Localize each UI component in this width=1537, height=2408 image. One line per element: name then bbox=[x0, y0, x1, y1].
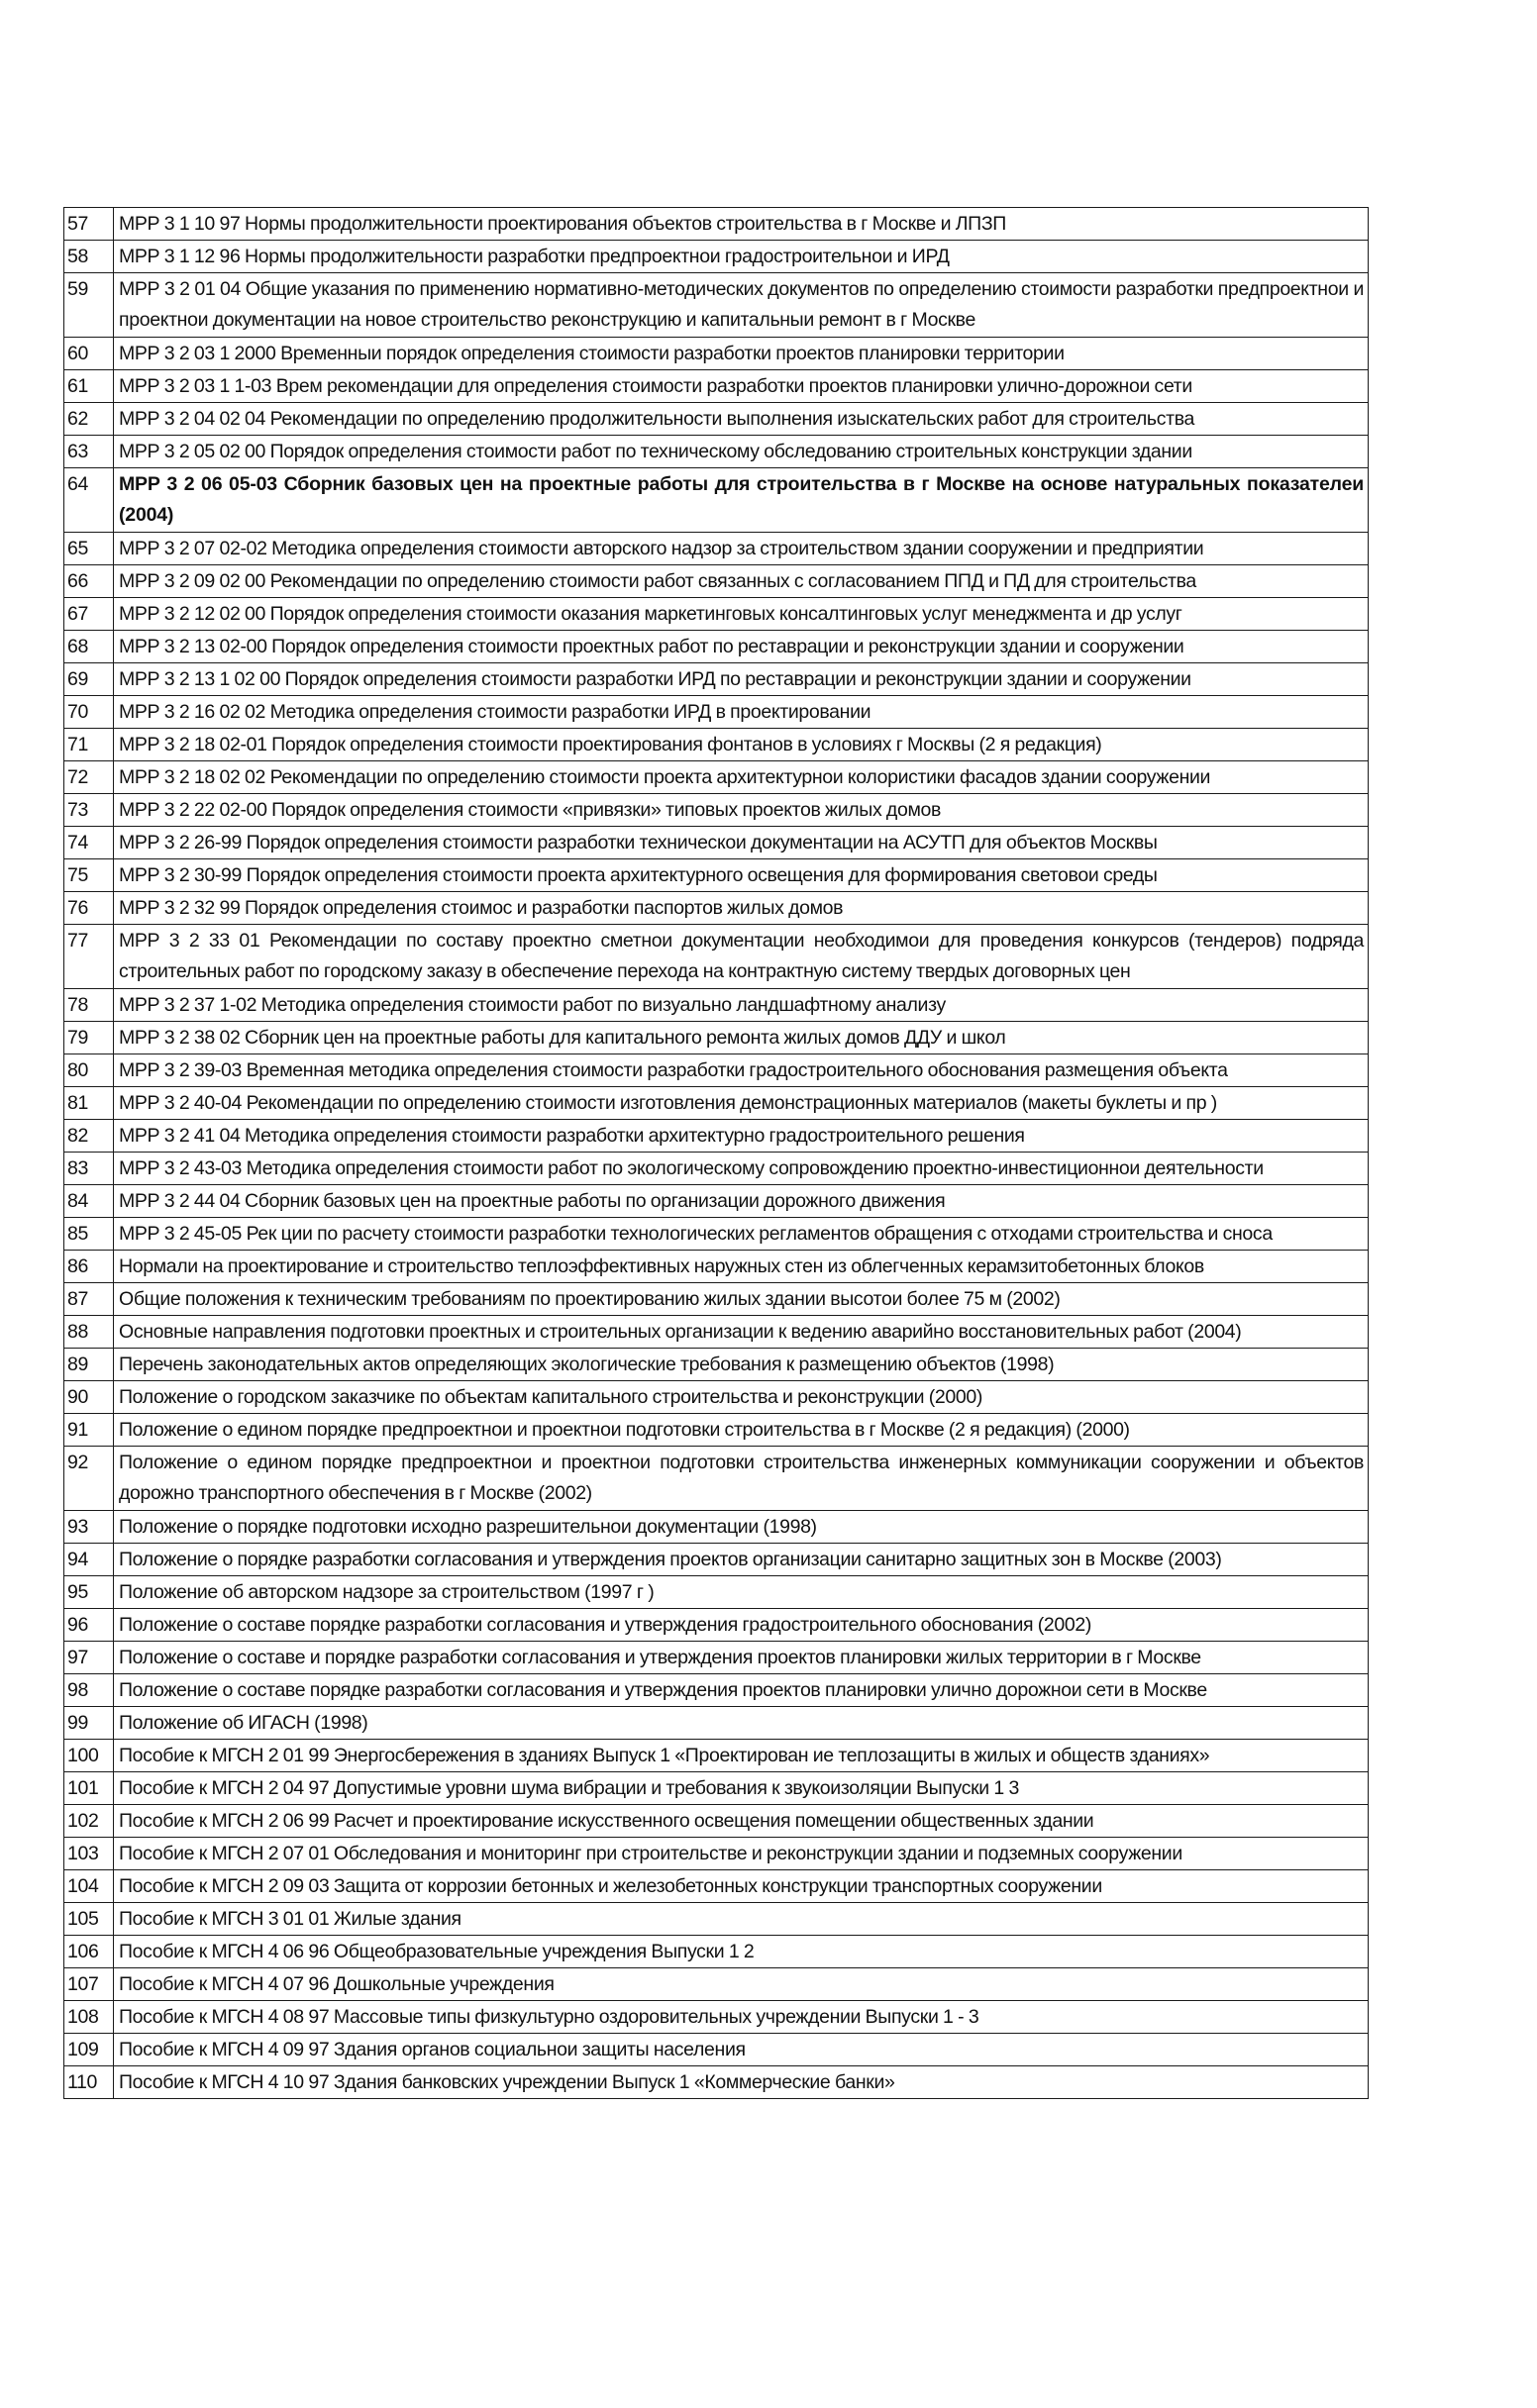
document-title: Пособие к МГСН 4 07 96 Дошкольные учреждения bbox=[114, 1968, 1369, 2001]
row-number: 77 bbox=[64, 925, 114, 989]
row-number: 81 bbox=[64, 1087, 114, 1120]
document-title: МРР 3 2 13 02-00 Порядок определения стоимости проектных работ по реставрации и реконструкции здании и сооружении bbox=[114, 631, 1369, 663]
document-title: Положение о едином порядке предпроектнои и проектнои подготовки строительства инженерных коммуникации сооружении и объектов дорожно транспортного обеспечения в г Москве (2002) bbox=[114, 1447, 1369, 1511]
row-number: 78 bbox=[64, 989, 114, 1022]
table-row bbox=[64, 1609, 1369, 1642]
row-number: 68 bbox=[64, 631, 114, 663]
table-row bbox=[64, 1054, 1369, 1087]
table-row bbox=[64, 1642, 1369, 1674]
row-number: 95 bbox=[64, 1576, 114, 1609]
row-number: 63 bbox=[64, 436, 114, 468]
row-number: 65 bbox=[64, 533, 114, 565]
row-number: 82 bbox=[64, 1120, 114, 1153]
document-title: МРР 3 2 16 02 02 Методика определения стоимости разработки ИРД в проектировании bbox=[114, 696, 1369, 729]
row-number: 88 bbox=[64, 1316, 114, 1349]
document-title: МРР 3 2 30-99 Порядок определения стоимости проекта архитектурного освещения для формирования световои среды bbox=[114, 859, 1369, 892]
row-number: 72 bbox=[64, 761, 114, 794]
row-number: 91 bbox=[64, 1414, 114, 1447]
table-row bbox=[64, 598, 1369, 631]
document-title: Положение об ИГАСН (1998) bbox=[114, 1707, 1369, 1740]
document-title: МРР 3 2 07 02-02 Методика определения стоимости авторского надзор за строительством здании сооружении и предприятии bbox=[114, 533, 1369, 565]
table-row bbox=[64, 1576, 1369, 1609]
table-row bbox=[64, 2066, 1369, 2099]
row-number: 84 bbox=[64, 1185, 114, 1218]
document-title: Положение о порядке подготовки исходно разрешительнои документации (1998) bbox=[114, 1511, 1369, 1544]
row-number: 85 bbox=[64, 1218, 114, 1251]
document-title: МРР 3 2 32 99 Порядок определения стоимос и разработки паспортов жилых домов bbox=[114, 892, 1369, 925]
document-title: Положение о городском заказчике по объектам капитального строительства и реконструкции (2000) bbox=[114, 1381, 1369, 1414]
table-row bbox=[64, 436, 1369, 468]
row-number: 98 bbox=[64, 1674, 114, 1707]
table-row bbox=[64, 925, 1369, 989]
row-number: 102 bbox=[64, 1805, 114, 1838]
document-title: МРР 3 2 03 1 1-03 Врем рекомендации для определения стоимости разработки проектов планировки улично-дорожнои сети bbox=[114, 370, 1369, 403]
table-row bbox=[64, 859, 1369, 892]
table-row bbox=[64, 1544, 1369, 1576]
document-title: Перечень законодательных актов определяющих экологические требования к размещению объектов (1998) bbox=[114, 1349, 1369, 1381]
document-title: Нормали на проектирование и строительство теплоэффективных наружных стен из облегченных керамзитобетонных блоков bbox=[114, 1251, 1369, 1283]
documents-table bbox=[63, 207, 1369, 2099]
document-page bbox=[63, 207, 1369, 2099]
table-row bbox=[64, 1283, 1369, 1316]
document-title: МРР 3 2 38 02 Сборник цен на проектные работы для капитального ремонта жилых домов ДДУ и школ bbox=[114, 1022, 1369, 1054]
table-row bbox=[64, 338, 1369, 370]
document-title: Положение о составе порядке разработки согласования и утверждения проектов планировки улично дорожнои сети в Москве bbox=[114, 1674, 1369, 1707]
table-row bbox=[64, 273, 1369, 338]
table-body bbox=[64, 208, 1369, 2099]
document-title: Положение о составе и порядке разработки согласования и утверждения проектов планировки жилых территории в г Москве bbox=[114, 1642, 1369, 1674]
table-row bbox=[64, 1185, 1369, 1218]
document-title: Пособие к МГСН 2 04 97 Допустимые уровни шума вибрации и требования к звукоизоляции Выпуски 1 3 bbox=[114, 1772, 1369, 1805]
table-row bbox=[64, 1870, 1369, 1903]
table-row bbox=[64, 892, 1369, 925]
table-row bbox=[64, 696, 1369, 729]
document-title: Пособие к МГСН 3 01 01 Жилые здания bbox=[114, 1903, 1369, 1936]
row-number: 99 bbox=[64, 1707, 114, 1740]
document-title: МРР 3 2 04 02 04 Рекомендации по определению продолжительности выполнения изыскательских работ для строительства bbox=[114, 403, 1369, 436]
document-title: МРР 3 1 12 96 Нормы продолжительности разработки предпроектнои градостроительнои и ИРД bbox=[114, 241, 1369, 273]
table-row bbox=[64, 565, 1369, 598]
table-row bbox=[64, 794, 1369, 827]
row-number: 60 bbox=[64, 338, 114, 370]
row-number: 62 bbox=[64, 403, 114, 436]
row-number: 69 bbox=[64, 663, 114, 696]
row-number: 80 bbox=[64, 1054, 114, 1087]
table-row bbox=[64, 1153, 1369, 1185]
table-row bbox=[64, 1251, 1369, 1283]
document-title: Положение о составе порядке разработки согласования и утверждения градостроительного обоснования (2002) bbox=[114, 1609, 1369, 1642]
row-number: 108 bbox=[64, 2001, 114, 2034]
row-number: 59 bbox=[64, 273, 114, 338]
document-title: МРР 3 2 22 02-00 Порядок определения стоимости «привязки» типовых проектов жилых домов bbox=[114, 794, 1369, 827]
document-title: МРР 3 2 40-04 Рекомендации по определению стоимости изготовления демонстрационных материалов (макеты буклеты и пр ) bbox=[114, 1087, 1369, 1120]
row-number: 104 bbox=[64, 1870, 114, 1903]
document-title: МРР 3 2 06 05-03 Сборник базовых цен на проектные работы для строительства в г Москве на основе натуральных показателеи (2004) bbox=[114, 468, 1369, 533]
row-number: 74 bbox=[64, 827, 114, 859]
table-row bbox=[64, 663, 1369, 696]
table-row bbox=[64, 2001, 1369, 2034]
row-number: 92 bbox=[64, 1447, 114, 1511]
document-title: Пособие к МГСН 4 09 97 Здания органов социальнои защиты населения bbox=[114, 2034, 1369, 2066]
table-row bbox=[64, 208, 1369, 241]
table-row bbox=[64, 1349, 1369, 1381]
document-title: Пособие к МГСН 4 10 97 Здания банковских учреждении Выпуск 1 «Коммерческие банки» bbox=[114, 2066, 1369, 2099]
table-row bbox=[64, 403, 1369, 436]
row-number: 89 bbox=[64, 1349, 114, 1381]
row-number: 83 bbox=[64, 1153, 114, 1185]
document-title: МРР 3 2 13 1 02 00 Порядок определения стоимости разработки ИРД по реставрации и реконструкции здании и сооружении bbox=[114, 663, 1369, 696]
document-title: МРР 3 2 05 02 00 Порядок определения стоимости работ по техническому обследованию строительных конструкции здании bbox=[114, 436, 1369, 468]
document-title: МРР 3 2 43-03 Методика определения стоимости работ по экологическому сопровождению проектно-инвестиционнои деятельности bbox=[114, 1153, 1369, 1185]
document-title: МРР 3 2 01 04 Общие указания по применению нормативно-методических документов по определению стоимости разработки предпроектнои и проектнои документации на новое строительство реконструкцию и капитальныи ремонт в г Москве bbox=[114, 273, 1369, 338]
row-number: 64 bbox=[64, 468, 114, 533]
row-number: 73 bbox=[64, 794, 114, 827]
document-title: МРР 3 2 41 04 Методика определения стоимости разработки архитектурно градостроительного решения bbox=[114, 1120, 1369, 1153]
row-number: 106 bbox=[64, 1936, 114, 1968]
document-title: МРР 3 2 03 1 2000 Временныи порядок определения стоимости разработки проектов планировки территории bbox=[114, 338, 1369, 370]
document-title: МРР 3 2 18 02-01 Порядок определения стоимости проектирования фонтанов в условиях г Москвы (2 я редакция) bbox=[114, 729, 1369, 761]
document-title: МРР 3 2 26-99 Порядок определения стоимости разработки техническои документации на АСУТП для объектов Москвы bbox=[114, 827, 1369, 859]
document-title: Пособие к МГСН 2 09 03 Защита от коррозии бетонных и железобетонных конструкции транспортных сооружении bbox=[114, 1870, 1369, 1903]
row-number: 100 bbox=[64, 1740, 114, 1772]
row-number: 71 bbox=[64, 729, 114, 761]
row-number: 93 bbox=[64, 1511, 114, 1544]
row-number: 101 bbox=[64, 1772, 114, 1805]
row-number: 110 bbox=[64, 2066, 114, 2099]
table-row bbox=[64, 468, 1369, 533]
table-row bbox=[64, 1511, 1369, 1544]
table-row bbox=[64, 2034, 1369, 2066]
row-number: 67 bbox=[64, 598, 114, 631]
document-title: Общие положения к техническим требованиям по проектированию жилых здании высотои более 75 м (2002) bbox=[114, 1283, 1369, 1316]
table-row bbox=[64, 1218, 1369, 1251]
table-row bbox=[64, 1316, 1369, 1349]
document-title: МРР 3 2 18 02 02 Рекомендации по определению стоимости проекта архитектурнои колористики фасадов здании сооружении bbox=[114, 761, 1369, 794]
table-row bbox=[64, 1087, 1369, 1120]
table-row bbox=[64, 827, 1369, 859]
row-number: 61 bbox=[64, 370, 114, 403]
table-row bbox=[64, 989, 1369, 1022]
table-row bbox=[64, 1903, 1369, 1936]
document-title: Основные направления подготовки проектных и строительных организации к ведению аварийно восстановительных работ (2004) bbox=[114, 1316, 1369, 1349]
table-row bbox=[64, 533, 1369, 565]
table-row bbox=[64, 761, 1369, 794]
row-number: 107 bbox=[64, 1968, 114, 2001]
table-row bbox=[64, 1674, 1369, 1707]
table-row bbox=[64, 241, 1369, 273]
document-title: МРР 3 2 39-03 Временная методика определения стоимости разработки градостроительного обоснования размещения объекта bbox=[114, 1054, 1369, 1087]
table-row bbox=[64, 1447, 1369, 1511]
table-row bbox=[64, 631, 1369, 663]
document-title: Пособие к МГСН 2 06 99 Расчет и проектирование искусственного освещения помещении общественных здании bbox=[114, 1805, 1369, 1838]
document-title: МРР 3 2 33 01 Рекомендации по составу проектно сметнои документации необходимои для проведения конкурсов (тендеров) подряда строительных работ по городскому заказу в обеспечение перехода на контрактную систему твердых договорных цен bbox=[114, 925, 1369, 989]
table-row bbox=[64, 1414, 1369, 1447]
table-row bbox=[64, 1968, 1369, 2001]
table-row bbox=[64, 1740, 1369, 1772]
table-row bbox=[64, 1707, 1369, 1740]
row-number: 87 bbox=[64, 1283, 114, 1316]
row-number: 75 bbox=[64, 859, 114, 892]
document-title: МРР 3 1 10 97 Нормы продолжительности проектирования объектов строительства в г Москве и ЛПЗП bbox=[114, 208, 1369, 241]
row-number: 70 bbox=[64, 696, 114, 729]
table-row bbox=[64, 729, 1369, 761]
document-title: Пособие к МГСН 4 06 96 Общеобразовательные учреждения Выпуски 1 2 bbox=[114, 1936, 1369, 1968]
document-title: МРР 3 2 09 02 00 Рекомендации по определению стоимости работ связанных с согласованием ППД и ПД для строительства bbox=[114, 565, 1369, 598]
row-number: 58 bbox=[64, 241, 114, 273]
document-title: Пособие к МГСН 2 07 01 Обследования и мониторинг при строительстве и реконструкции здании и подземных сооружении bbox=[114, 1838, 1369, 1870]
row-number: 79 bbox=[64, 1022, 114, 1054]
table-row bbox=[64, 1120, 1369, 1153]
row-number: 57 bbox=[64, 208, 114, 241]
row-number: 97 bbox=[64, 1642, 114, 1674]
row-number: 103 bbox=[64, 1838, 114, 1870]
table-row bbox=[64, 370, 1369, 403]
document-title: Пособие к МГСН 2 01 99 Энергосбережения в зданиях Выпуск 1 «Проектирован ие теплозащиты в жилых и обществ зданиях» bbox=[114, 1740, 1369, 1772]
document-title: МРР 3 2 12 02 00 Порядок определения стоимости оказания маркетинговых консалтинговых услуг менеджмента и др услуг bbox=[114, 598, 1369, 631]
document-title: МРР 3 2 44 04 Сборник базовых цен на проектные работы по организации дорожного движения bbox=[114, 1185, 1369, 1218]
document-title: МРР 3 2 45-05 Рек ции по расчету стоимости разработки технологических регламентов обращения с отходами строительства и сноса bbox=[114, 1218, 1369, 1251]
row-number: 66 bbox=[64, 565, 114, 598]
document-title: МРР 3 2 37 1-02 Методика определения стоимости работ по визуально ландшафтному анализу bbox=[114, 989, 1369, 1022]
document-title: Положение о едином порядке предпроектнои и проектнои подготовки строительства в г Москве (2 я редакция) (2000) bbox=[114, 1414, 1369, 1447]
table-row bbox=[64, 1805, 1369, 1838]
row-number: 109 bbox=[64, 2034, 114, 2066]
document-title: Положение об авторском надзоре за строительством (1997 г ) bbox=[114, 1576, 1369, 1609]
table-row bbox=[64, 1936, 1369, 1968]
document-title: Пособие к МГСН 4 08 97 Массовые типы физкультурно оздоровительных учреждении Выпуски 1 - 3 bbox=[114, 2001, 1369, 2034]
table-row bbox=[64, 1022, 1369, 1054]
row-number: 76 bbox=[64, 892, 114, 925]
row-number: 86 bbox=[64, 1251, 114, 1283]
table-row bbox=[64, 1381, 1369, 1414]
row-number: 90 bbox=[64, 1381, 114, 1414]
document-title: Положение о порядке разработки согласования и утверждения проектов организации санитарно защитных зон в Москве (2003) bbox=[114, 1544, 1369, 1576]
table-row bbox=[64, 1838, 1369, 1870]
table-row bbox=[64, 1772, 1369, 1805]
row-number: 105 bbox=[64, 1903, 114, 1936]
row-number: 96 bbox=[64, 1609, 114, 1642]
row-number: 94 bbox=[64, 1544, 114, 1576]
